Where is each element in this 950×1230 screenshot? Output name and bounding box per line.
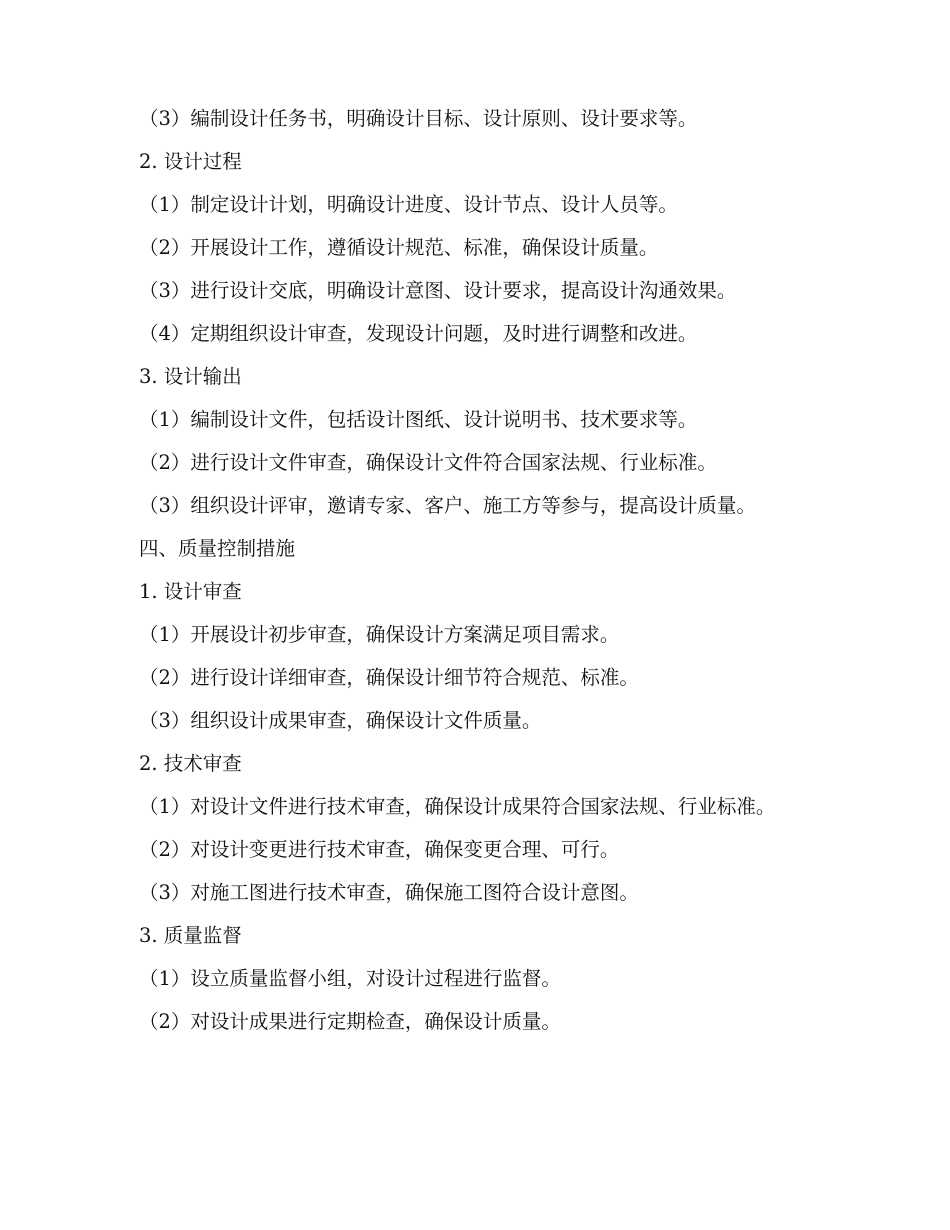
list-item: （2）进行设计文件审查，确保设计文件符合国家法规、行业标准。 xyxy=(139,451,717,474)
list-item: （3）对施工图进行技术审查，确保施工图符合设计意图。 xyxy=(139,881,639,904)
document-body xyxy=(139,108,809,1054)
list-item: （1）编制设计文件，包括设计图纸、设计说明书、技术要求等。 xyxy=(139,408,698,431)
section-heading: 1. 设计审查 xyxy=(139,580,242,603)
section-heading: 2. 设计过程 xyxy=(139,150,242,173)
list-item: （2）对设计变更进行技术审查，确保变更合理、可行。 xyxy=(139,838,620,861)
list-item: （2）开展设计工作，遵循设计规范、标准，确保设计质量。 xyxy=(139,236,659,259)
list-item: （3）组织设计评审，邀请专家、客户、施工方等参与，提高设计质量。 xyxy=(139,494,756,517)
list-item: （2）进行设计详细审查，确保设计细节符合规范、标准。 xyxy=(139,666,639,689)
list-item: （4）定期组织设计审查，发现设计问题，及时进行调整和改进。 xyxy=(139,322,698,345)
list-item: （3）编制设计任务书，明确设计目标、设计原则、设计要求等。 xyxy=(139,107,698,130)
list-item: （1）对设计文件进行技术审查，确保设计成果符合国家法规、行业标准。 xyxy=(139,795,776,818)
chapter-heading: 四、质量控制措施 xyxy=(139,537,296,560)
list-item: （3）进行设计交底，明确设计意图、设计要求，提高设计沟通效果。 xyxy=(139,279,737,302)
section-heading: 3. 设计输出 xyxy=(139,365,242,388)
section-heading: 3. 质量监督 xyxy=(139,924,242,947)
list-item: （1）设立质量监督小组，对设计过程进行监督。 xyxy=(139,967,561,990)
section-heading: 2. 技术审查 xyxy=(139,752,242,775)
list-item: （1）开展设计初步审查，确保设计方案满足项目需求。 xyxy=(139,623,620,646)
list-item: （3）组织设计成果审查，确保设计文件质量。 xyxy=(139,709,542,732)
list-item: （1）制定设计计划，明确设计进度、设计节点、设计人员等。 xyxy=(139,193,678,216)
list-item: （2）对设计成果进行定期检查，确保设计质量。 xyxy=(139,1010,561,1033)
